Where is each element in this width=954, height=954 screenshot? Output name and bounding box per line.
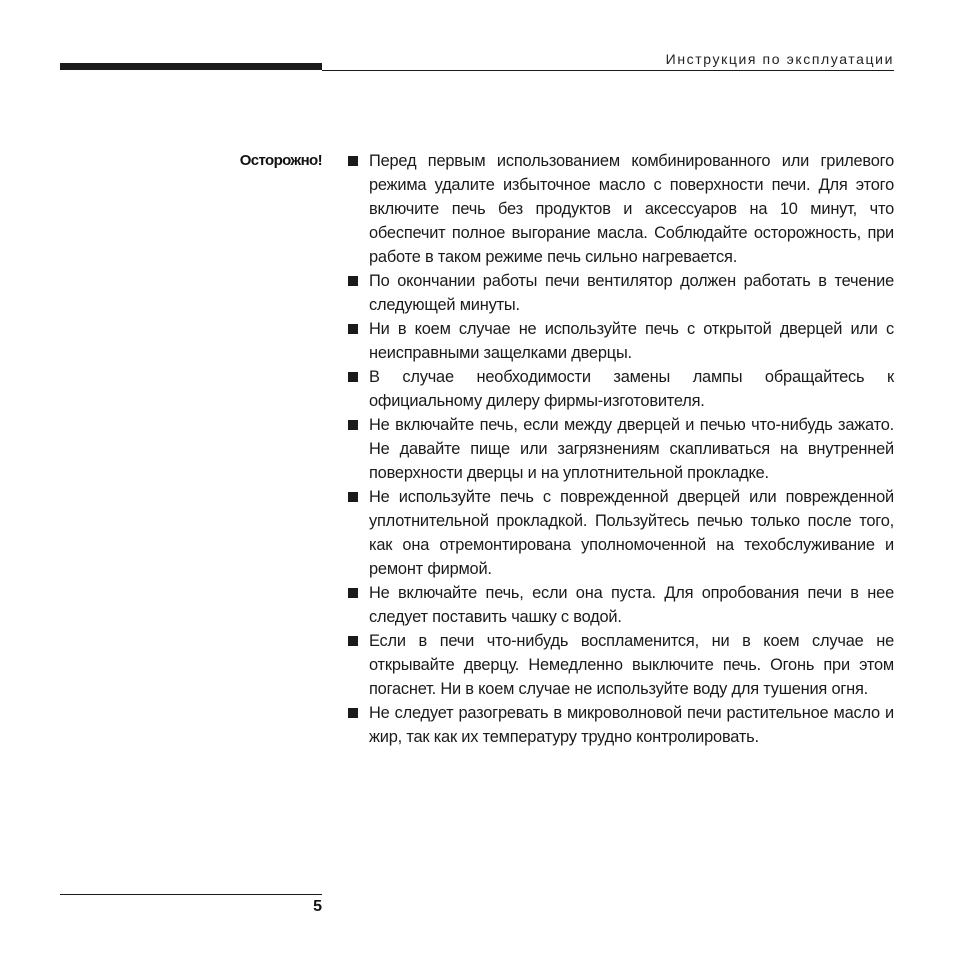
- caution-bullet-list: [346, 149, 894, 749]
- square-bullet-icon: [348, 372, 358, 382]
- bullet-item: [346, 629, 894, 701]
- bullet-text: Ни в коем случае не используйте печь с открытой дверцей или с неисправными защелками дверцы.: [369, 320, 894, 362]
- bullet-item: [346, 701, 894, 749]
- square-bullet-icon: [348, 588, 358, 598]
- square-bullet-icon: [348, 492, 358, 502]
- bullet-text: В случае необходимости замены лампы обращайтесь к официальному дилеру фирмы-изготовителя.: [369, 368, 894, 410]
- bullet-item: [346, 149, 894, 269]
- bullet-item: [346, 317, 894, 365]
- square-bullet-icon: [348, 636, 358, 646]
- bullet-text: Не используйте печь с поврежденной дверцей или поврежденной уплотнительной прокладкой. Пользуйтесь печью только после того, как она отремонтирована уполномоченной на техобслуживание и ремонт фирмой.: [369, 488, 894, 578]
- bullet-text: Не следует разогревать в микроволновой печи растительное масло и жир, так как их температуру трудно контролировать.: [369, 704, 894, 746]
- bullet-item: [346, 365, 894, 413]
- bullet-text: Не включайте печь, если она пуста. Для опробования печи в нее следует поставить чашку с водой.: [369, 584, 894, 626]
- square-bullet-icon: [348, 156, 358, 166]
- bullet-item: [346, 485, 894, 581]
- square-bullet-icon: [348, 708, 358, 718]
- bullet-text: Перед первым использованием комбинированного или грилевого режима удалите избыточное масло с поверхности печи. Для этого включите печь без продуктов и аксессуаров на 10 минут, что обеспечит полное выгорание масла. Соблюдайте осторожность, при работе в таком режиме печь сильно нагревается.: [369, 152, 894, 266]
- bullet-text: По окончании работы печи вентилятор должен работать в течение следующей минуты.: [369, 272, 894, 314]
- header-thick-rule: [60, 63, 322, 70]
- square-bullet-icon: [348, 276, 358, 286]
- bullet-item: [346, 581, 894, 629]
- caution-label: Осторожно!: [239, 152, 322, 169]
- header-thin-rule: [322, 70, 894, 71]
- square-bullet-icon: [348, 324, 358, 334]
- bullet-item: [346, 269, 894, 317]
- header-title: Инструкция по эксплуатации: [665, 51, 894, 67]
- bullet-text: Если в печи что-нибудь воспламенится, ни в коем случае не открывайте дверцу. Немедленно выключите печь. Огонь при этом погаснет. Ни в коем случае не используйте воду для тушения огня.: [369, 632, 894, 698]
- square-bullet-icon: [348, 420, 358, 430]
- footer-rule: [60, 894, 322, 895]
- bullet-item: [346, 413, 894, 485]
- page-number: 5: [313, 898, 322, 915]
- bullet-text: Не включайте печь, если между дверцей и печью что-нибудь зажато. Не давайте пище или загрязнениям скапливаться на внутренней поверхности дверцы и на уплотнительной прокладке.: [369, 416, 894, 482]
